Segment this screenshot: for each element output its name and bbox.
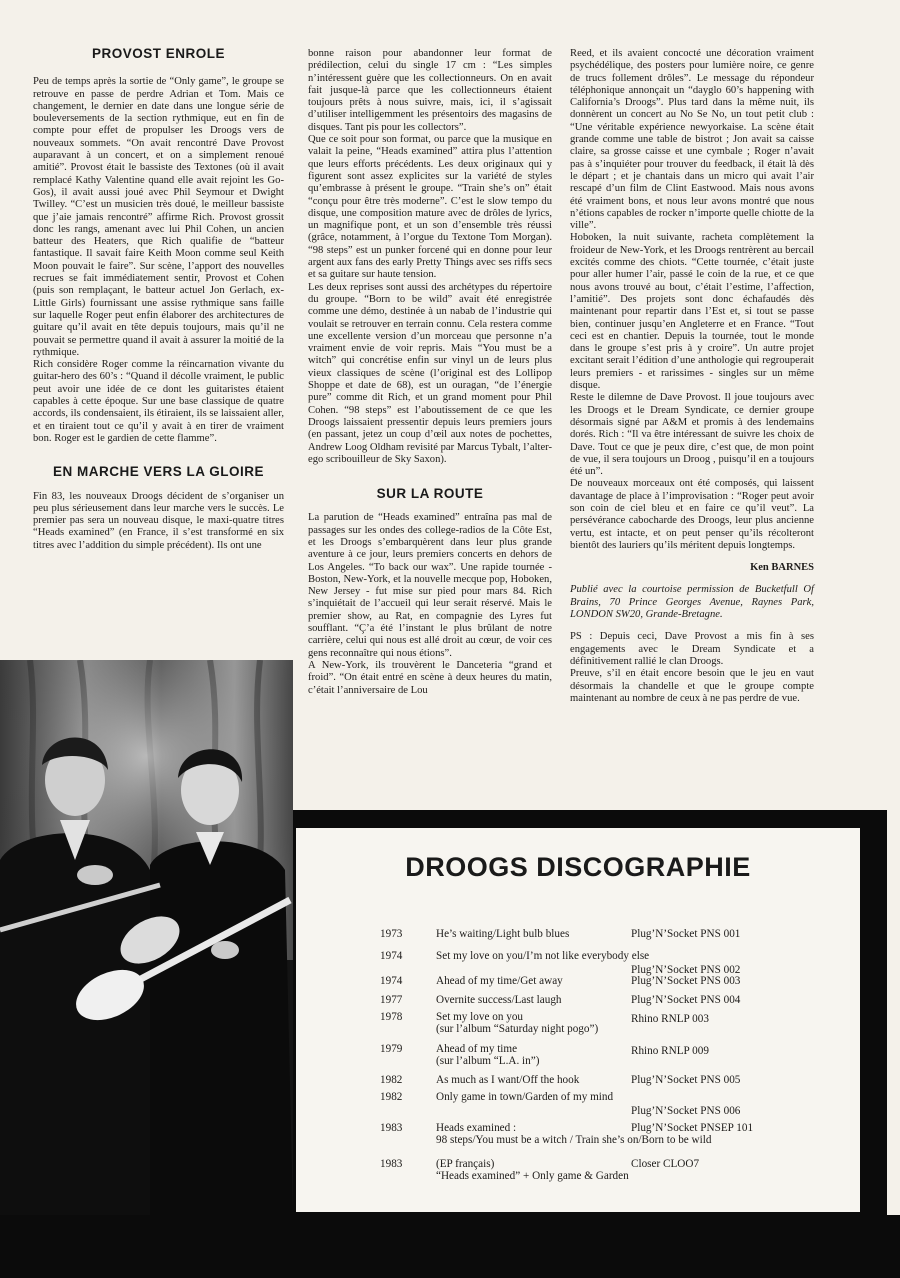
disco-year: 1974	[380, 950, 403, 962]
disco-title-text: Set my love on you/I’m not like everybody else	[436, 950, 650, 962]
disco-year: 1983	[380, 1158, 403, 1170]
disco-year: 1983	[380, 1122, 403, 1134]
paragraph: Hoboken, la nuit suivante, racheta complètement la froideur de New-York, et les Droogs rentrèrent au bercail excités comme des chiots. “Cette tournée, c’était juste pour aller humer l’air, passé le coin de la rue, et ce que nous avons trouvé au bout, c’était l’estime, l’affection, l’amitié”. Des projets sont donc échafaudés dès maintenant pour repartir dans l’Est et, si tout se passe bien, continuer jusqu’en Angleterre et en France. “Tout ceci est en chantier. Depuis la tournée, tout le monde dans le groupe s’est pris à y croire”. Un autre projet excitant serait l’édition d’une anthologie qui regrouperait leurs premiers - et rarissimes - singles sur un même disque.	[570, 232, 814, 392]
column-3	[570, 48, 814, 705]
disco-title-subline: (sur l’album “L.A. in”)	[436, 1055, 540, 1067]
paragraph: Les deux reprises sont aussi des archétypes du répertoire du groupe. “Born to be wild” avait été enregistrée comme une démo, destinée à un nabab de l’industrie qui voulait se retrouver en terrain connu. Cela restera comme une excellente version d’un morceau que personne n’a vraiment envie de voir repris. Mais “You must be a witch” qui concrétise enfin sur vinyl un de leurs plus vieux classiques de scène (l’original est des Lollipop Shoppe et date de 68), est un ouragan, “de l’énergie pure” comme dit Rich, et un grand moment pour Phil Cohen. “98 steps” est l’aboutissement de ce que les Droogs laissaient pressentir depuis leurs premiers jours (en passant, jetez un coup d’œil aux notes de pochettes, Andrew Loog Oldham revisité par Marcus Tybalt, l’alter-ego scribouilleur de Sky Saxon).	[308, 281, 552, 465]
column-2	[308, 48, 552, 697]
paragraph: La parution de “Heads examined” entraîna pas mal de passages sur les ondes des college-radios de la Côte Est, et les Droogs s’embarquèrent dans leur plus grande aventure à ce jour, leurs premiers concerts en dehors de Los Angeles. “To back our wax”. Une rapide tournée - Boston, New-York, et la nouvelle mecque pop, Hoboken, New Jersey - fut mise sur pied pour mars 84. Rich s’inquiétait de l’accueil qui leur serait réservé. Mais le premier show, au Rat, en compagnie des Lyres fut soufflant. “Ç’a été l’instant le plus brûlant de notre carrière, celui qui nous est allé droit au cœur, de voir ces gens reconnaître qui nous étions”.	[308, 512, 552, 659]
postscript: PS : Depuis ceci, Dave Provost a mis fin à ses engagements avec le Dream Syndicate et a définitivement rallié le clan Droogs.	[570, 631, 814, 667]
paragraph: A New-York, ils trouvèrent le Danceteria “grand et froid”. “On était entré en scène à deux heures du matin, c’était l’anniversaire de Lou	[308, 659, 552, 696]
band-photo	[0, 660, 293, 1215]
disco-year: 1977	[380, 994, 403, 1006]
disco-title-text: (EP français)	[436, 1158, 495, 1170]
disco-label: Plug’N’Socket PNS 005	[631, 1074, 741, 1086]
disco-label: Plug’N’Socket PNS 003	[631, 975, 741, 987]
section-heading: SUR LA ROUTE	[376, 486, 484, 502]
disco-year: 1978	[380, 1011, 403, 1023]
disco-title-text: Heads examined :	[436, 1122, 517, 1134]
disco-label: Rhino RNLP 003	[631, 1013, 709, 1025]
disco-year: 1982	[380, 1091, 403, 1103]
paragraph: Reed, et ils avaient concocté une décoration vraiment psychédélique, des posters pour lumière noire, ce genre de trucs follement drôles”. Le message du répondeur téléphonique annonçait un “dayglo 60’s happening with California’s Droogs”. Plus tard dans la même nuit, ils donnèrent un concert au No Se No, un tout petit club : “Une véritable expérience newyorkaise. La scène était grande comme une table de bistrot ; Jon avait sa caisse claire, sa grosse caisse et une cymbale ; Roger n’avait pas à s’inquiéter pour trouver du feedback, il était là dès le départ ; et je chantais dans un micro qui avait l’air rescapé d’un film de Clint Eastwood. Mais nous avons été vraiment bons, et nous leur avons montré que nous n’étions capables de rocker n’importe quelle chiotte de la ville”.	[570, 48, 814, 232]
paragraph: Fin 83, les nouveaux Droogs décident de s’organiser un peu plus sérieusement dans leur marche vers le succès. Le premier pas sera un nouveau disque, le maxi-quatre titres “Heads examined” (en France, il s’est transformé en six titres avec l’addition du simple précédent). Ils ont une	[33, 490, 284, 551]
disco-label: Rhino RNLP 009	[631, 1045, 709, 1057]
disco-title-subline: 98 steps/You must be a witch / Train she’s on/Born to be wild	[436, 1134, 712, 1146]
disco-title-subline: (sur l’album “Saturday night pogo”)	[436, 1023, 599, 1035]
reprint-credit: Publié avec la courtoise permission de Bucketfull Of Brains, 70 Prince Georges Avenue, Raynes Park, LONDON SW20, Grande-Bretagne.	[570, 584, 814, 621]
disco-year: 1979	[380, 1043, 403, 1055]
disco-year: 1982	[380, 1074, 403, 1086]
disco-label: Plug’N’Socket PNSEP 101	[631, 1122, 754, 1134]
disco-label: Plug’N’Socket PNS 004	[631, 994, 741, 1006]
paragraph: Peu de temps après la sortie de “Only game”, le groupe se retrouve en passe de perdre Adrian et Tom. Mais ce changement, le dernier en date dans une longue série de bouleversements de la section rythmique, eut en fin de compte pour effet de propulser les Droogs vers de nouveaux sommets. “On avait rencontré Dave Provost auparavant à un concert, et on a simplement renoué amitié”. Provost était le bassiste des Textones (où il avait remplacé Kathy Valentine quand elle avait rejoint les Go-Gos), il avait aussi joué avec Phil Seymour et Dwight Twilley. “C’est un musicien très doué, le meilleur bassiste que j’aie jamais rencontré” affirme Rich. Provost grossit donc les rangs, amenant avec lui Phil Cohen, un ancien batteur des Heaters, que Rich qualifie de “batteur fantastique. Il savait faire Keith Moon comme seul Keith Moon pouvait le faire”. Sur scène, l’apport des nouvelles recrues se fait immédiatement sentir, Provost et Cohen (puis son remplaçant, le batteur actuel Jon Gerlach, ex-Little Girls) fournissant une assise rythmique sans faille sur laquelle Roger peut enfin élaborer des architectures de guitare qu’il avait en tête depuis toujours, mais qu’il ne pouvait se permettre quand il avait à assurer la moitié de la rythmique.	[33, 76, 284, 358]
disco-year: 1974	[380, 975, 403, 987]
discography-box	[296, 828, 860, 1212]
paragraph: Reste le dilemne de Dave Provost. Il joue toujours avec les Droogs et le Dream Syndicate, ce dernier groupe désormais signé par A&M et promis à des lendemains dorés. Rich : “Il va être intéressant de suivre les choix de Dave. Tout ce que je peux dire, c’est que, de mon point de vue, il sera toujours un Droog , puisqu’il en a toujours été un”.	[570, 392, 814, 478]
disco-label: Plug’N’Socket PNS 001	[631, 928, 741, 940]
postscript: Preuve, s’il en était encore besoin que le jeu en vaut désormais la chandelle et que le groupe compte maintenant au nombre de ceux à ne pas perdre de vue.	[570, 668, 814, 704]
paragraph: Que ce soit pour son format, ou parce que la musique en valait la peine, “Heads examined” attira plus l’attention que leurs efforts précédents. Les deux originaux qui y figurent sont assez explicites sur la variété de styles qu’embrasse à présent le groupe. “Train she’s on” était “conçu pour être très moderne”. C’est le slow tempo du disque, une composition mature avec de drôles de lyrics, un magnifique pont, et un son d’ensemble très réussi (grâce, notamment, à l’orgue du Textone Tom Morgan). “98 steps” est un punker forcené qui en donne pour leur argent aux fans des early Pretty Things avec ses riffs secs et sa guitare sur haute tension.	[308, 134, 552, 281]
author-signature: Ken BARNES	[750, 562, 814, 574]
disco-title-text: Ahead of my time/Get away	[436, 975, 563, 987]
paragraph: Rich considère Roger comme la réincarnation vivante du guitar-hero des 60’s : “Quand il décolle vraiment, le public peut avoir une idée de ce dont les guitaristes étaient capables à cette époque. Sur une base classique de quatre accords, ils condensaient, ils étiraient, ils se laissaient aller, et en tiraient tout ce qu’il y avait à en tirer de vraiment bon. Roger est le gardien de cette flamme”.	[33, 359, 284, 444]
disco-title-text: Overnite success/Last laugh	[436, 994, 562, 1006]
disco-title-text: Ahead of my time	[436, 1043, 518, 1055]
disco-title-text: Set my love on you	[436, 1011, 524, 1023]
paragraph: bonne raison pour abandonner leur format de prédilection, celui du single 17 cm : “Les simples n’intéressent guère que les collectionneurs. On en avait fait jusque-là parce que les collectionneurs étaient toujours prêts à nous suivre, mais, ici, il s’agissait d’utiliser intelligemment les présentoirs des magasins de disques. Tant pis pour les collectors”.	[308, 48, 552, 133]
section-heading: EN MARCHE VERS LA GLOIRE	[52, 464, 264, 480]
disco-title-text: Only game in town/Garden of my mind	[436, 1091, 614, 1103]
section-heading: PROVOST ENROLE	[91, 46, 225, 61]
disco-year: 1973	[380, 928, 403, 940]
band-photo-graphic	[0, 660, 293, 1215]
disco-title-subline: “Heads examined” + Only game & Garden	[436, 1170, 629, 1182]
disco-label: Plug’N’Socket PNS 002	[631, 964, 741, 976]
disco-title-text: He’s waiting/Light bulb blues	[436, 928, 570, 940]
paragraph: De nouveaux morceaux ont été composés, qui laissent davantage de place à l’improvisation : “Roger peut avoir son coin de ciel bleu et en faire ce qu’il veut”. La persévérance cabocharde des Droogs, leur plus ancienne vertu, est intacte, et on peut penser qu’ils récolteront bientôt des lauriers qu’ils méritent depuis longtemps.	[570, 478, 814, 551]
disco-title-text: As much as I want/Off the hook	[436, 1074, 580, 1086]
discography-title: DROOGS DISCOGRAPHIE	[405, 852, 751, 882]
bottom-black-band	[0, 1215, 900, 1278]
column-1	[33, 48, 284, 552]
disco-label: Plug’N’Socket PNS 006	[631, 1105, 741, 1117]
disco-label: Closer CLOO7	[631, 1158, 700, 1170]
